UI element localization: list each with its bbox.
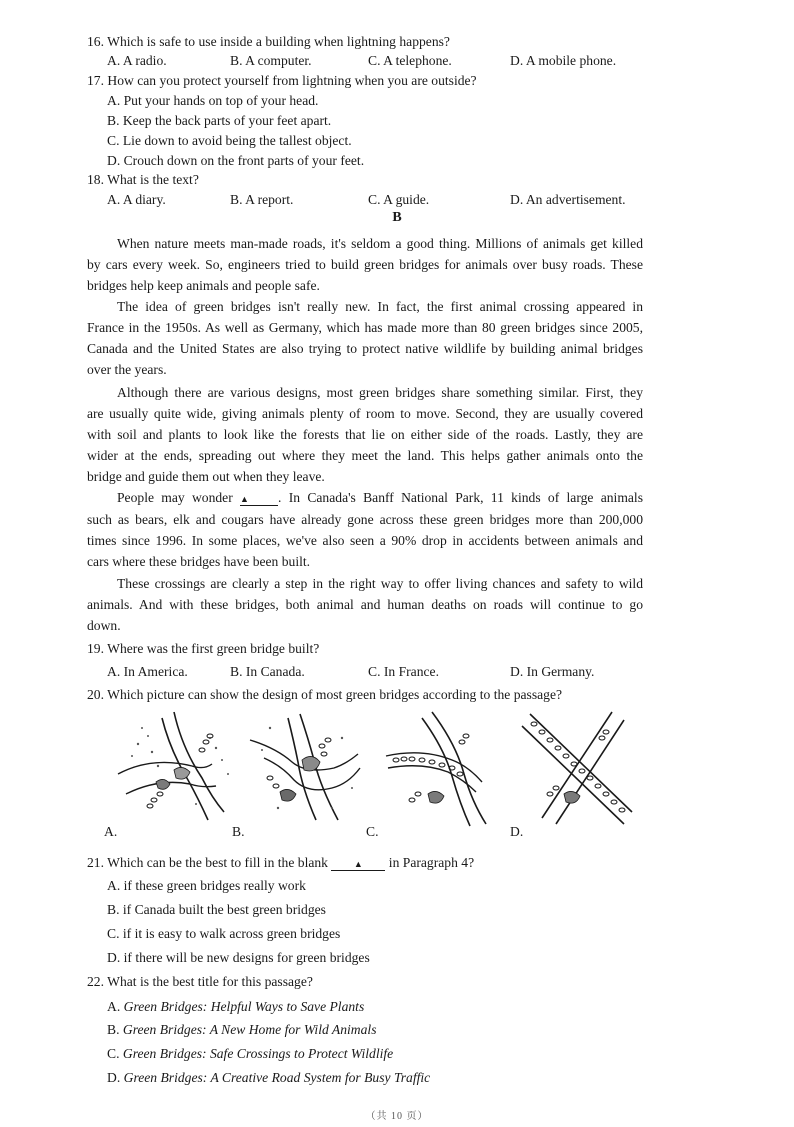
q18-option-a: A. A diary. xyxy=(107,192,166,207)
bridge-picture-a xyxy=(112,708,242,828)
q21-stem-a: 21. Which can be the best to fill in the blank xyxy=(87,855,328,870)
q16-option-d: D. A mobile phone. xyxy=(510,53,617,68)
p3-line: with soil and plants to look like the forests that lie on either side of the roads. Lastly, they are xyxy=(87,427,643,442)
q16-stem: 16. Which is safe to use inside a building when lightning happens? xyxy=(87,34,450,49)
p3-line: are usually quite wide, giving animals plenty of room to move. Second, they are usually covered xyxy=(87,406,643,421)
q21-blank: ▲ xyxy=(331,858,385,871)
q21-option-a: A. if these green bridges really work xyxy=(107,878,306,893)
q22-letter: B. xyxy=(107,1022,120,1037)
q22-title: Green Bridges: Safe Crossings to Protect Wildlife xyxy=(122,1046,394,1061)
p2-line: Canada and the United States are also trying to protect native wildlife by building animal bridges xyxy=(87,341,643,356)
picture-label-d: D. xyxy=(510,824,524,839)
p3-line: Although there are various designs, most green bridges share something similar. First, they xyxy=(117,385,643,400)
p2-line: France in the 1950s. As well as Germany, which has made more than 80 green bridges since 2005, xyxy=(87,320,643,335)
q21-option-b: B. if Canada built the best green bridges xyxy=(107,902,326,917)
page-footer: （共 10 页） xyxy=(365,1111,429,1122)
q17-stem: 17. How can you protect yourself from lightning when you are outside? xyxy=(87,73,477,88)
q22-title: Green Bridges: Helpful Ways to Save Plants xyxy=(123,999,365,1014)
p4-blank: ▲ xyxy=(240,493,278,506)
p5-line: animals. And with these bridges, both animal and human deaths on roads will continue to go xyxy=(87,597,643,612)
q16-option-c: C. A telephone. xyxy=(368,53,452,68)
p5-line: These crossings are clearly a step in the right way to offer living chances and safety to wild xyxy=(117,576,643,591)
q16-option-a: A. A radio. xyxy=(107,53,167,68)
section-title: B xyxy=(392,210,402,225)
bridge-picture-b xyxy=(242,708,372,828)
bridge-picture-c xyxy=(382,708,512,828)
q22-stem: 22. What is the best title for this passage? xyxy=(87,974,313,989)
q21-option-c: C. if it is easy to walk across green bridges xyxy=(107,926,341,941)
p4-text-b: . In Canada's Banff National Park, 11 kinds of large animals xyxy=(278,490,644,505)
q18-option-c: C. A guide. xyxy=(368,192,430,207)
q22-option-d xyxy=(107,1068,430,1088)
q16-option-b: B. A computer. xyxy=(230,53,312,68)
p2-line: over the years. xyxy=(87,362,167,377)
q22-letter: A. xyxy=(107,999,121,1014)
q20-stem: 20. Which picture can show the design of most green bridges according to the passage? xyxy=(87,687,563,702)
picture-label-c: C. xyxy=(366,824,379,839)
q22-letter: C. xyxy=(107,1046,120,1061)
p1-line: by cars every week. So, engineers tried to build green bridges for animals over busy roads. These xyxy=(87,257,643,272)
q17-option-b: B. Keep the back parts of your feet apart. xyxy=(107,113,332,128)
p5-line: down. xyxy=(87,618,121,633)
p2-line: The idea of green bridges isn't really new. In fact, the first animal crossing appeared in xyxy=(117,299,643,314)
q19-option-c: C. In France. xyxy=(368,664,439,679)
q19-option-a: A. In America. xyxy=(107,664,188,679)
p1-line: bridges help keep animals and people safe. xyxy=(87,278,320,293)
q21-option-d: D. if there will be new designs for green bridges xyxy=(107,950,370,965)
q21-stem xyxy=(87,853,474,873)
q19-stem: 19. Where was the first green bridge built? xyxy=(87,641,320,656)
p4-line: such as bears, elk and cougars have already gone across these green bridges more than 200,000 xyxy=(87,512,643,527)
p3-line: bridge and guide them out when they leave. xyxy=(87,469,325,484)
q17-option-a: A. Put your hands on top of your head. xyxy=(107,93,319,108)
q22-title: Green Bridges: A Creative Road System for Busy Traffic xyxy=(123,1070,431,1085)
p3-line: wider at the ends, spreading out where they meet the land. This helps gather animals onto the xyxy=(87,448,643,463)
q19-option-b: B. In Canada. xyxy=(230,664,305,679)
p4-line: times since 1996. In some places, we've also seen a 90% drop in accidents between animals and xyxy=(87,533,643,548)
q22-option-a xyxy=(107,997,364,1017)
q21-stem-b: in Paragraph 4? xyxy=(388,855,475,870)
p4-text-a: People may wonder xyxy=(117,490,233,505)
picture-label-b: B. xyxy=(232,824,245,839)
q17-option-d: D. Crouch down on the front parts of your feet. xyxy=(107,153,365,168)
p4-line: cars where these bridges have been built. xyxy=(87,554,311,569)
q19-option-d: D. In Germany. xyxy=(510,664,595,679)
picture-label-a: A. xyxy=(104,824,118,839)
q22-option-b xyxy=(107,1020,377,1040)
q18-stem: 18. What is the text? xyxy=(87,172,199,187)
p4-first-line xyxy=(87,488,643,508)
q22-title: Green Bridges: A New Home for Wild Animals xyxy=(122,1022,377,1037)
q22-letter: D. xyxy=(107,1070,121,1085)
q18-option-b: B. A report. xyxy=(230,192,294,207)
bridge-picture-d xyxy=(520,708,650,828)
q17-option-c: C. Lie down to avoid being the tallest object. xyxy=(107,133,352,148)
q18-option-d: D. An advertisement. xyxy=(510,192,626,207)
q22-option-c xyxy=(107,1044,393,1064)
p1-line: When nature meets man-made roads, it's seldom a good thing. Millions of animals get killed xyxy=(117,236,643,251)
